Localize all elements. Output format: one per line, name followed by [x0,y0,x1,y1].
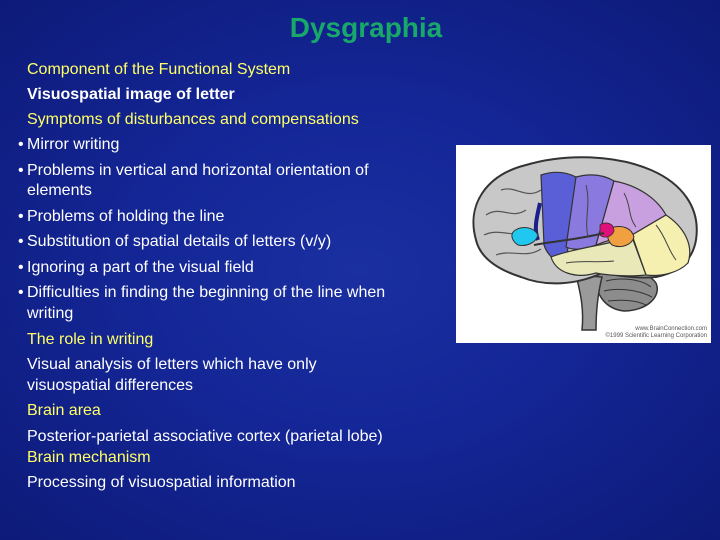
symptom-item: • Ignoring a part of the visual field [27,258,254,278]
symptom-item: • Mirror writing [27,135,119,155]
symptom-item: • Substitution of spatial details of letters (v/y) [27,232,331,252]
image-credit [606,326,707,340]
heading-role: The role in writing [27,331,154,348]
role-value: Visual analysis of letters which have only [27,356,317,373]
symptom-item-continuation: writing [27,305,74,322]
heading-brain-mechanism: Brain mechanism [27,449,151,466]
component-value: Visuospatial image of letter [27,86,235,103]
brain-diagram-image [456,145,711,343]
heading-brain-area: Brain area [27,402,101,419]
symptom-item: • Problems of holding the line [27,207,224,227]
brain-area-value: Posterior-parietal associative cortex (parietal lobe) [27,428,383,445]
heading-component: Component of the Functional System [27,61,291,78]
role-value-continuation: visuospatial differences [27,377,194,394]
heading-symptoms: Symptoms of disturbances and compensations [27,111,359,128]
symptom-item: • Difficulties in finding the beginning of the line when [27,283,385,303]
symptom-item-continuation: elements [27,182,92,199]
credit-url: www.BrainConnection.com [635,326,707,332]
credit-copyright: ©1999 Scientific Learning Corporation [605,333,707,339]
slide-title: Dysgraphia [289,12,443,43]
symptom-item: • Problems in vertical and horizontal orientation of [27,161,369,181]
brain-mechanism-value: Processing of visuospatial information [27,474,296,491]
brain-illustration [456,145,711,343]
